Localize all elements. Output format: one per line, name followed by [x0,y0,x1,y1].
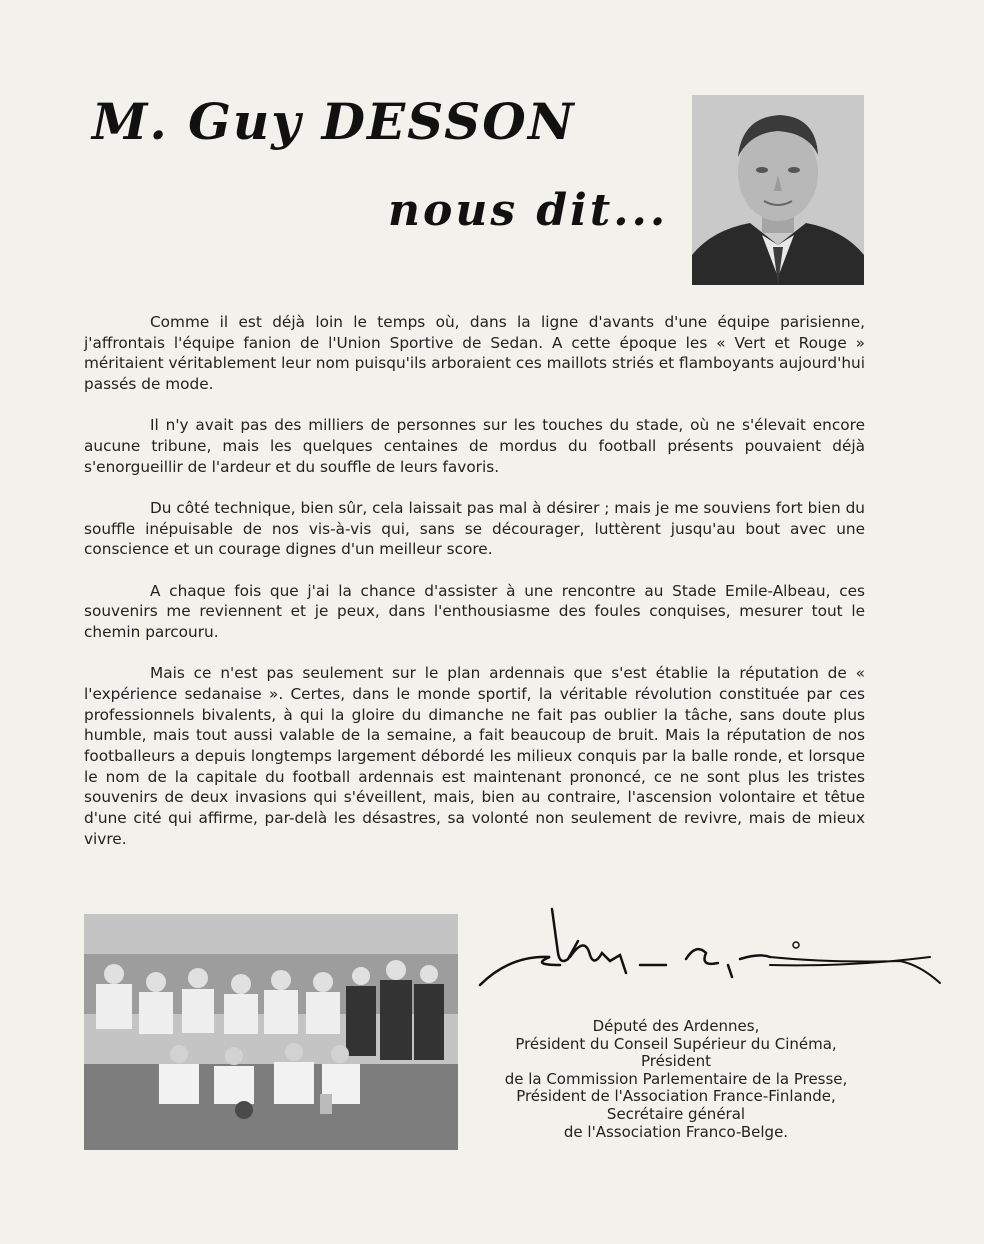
credit-line: Député des Ardennes, [592,1017,760,1035]
credit-line: Président de l'Association France-Finlande, [516,1087,836,1106]
page-title: M. Guy DESSON [92,92,576,151]
portrait-photo [692,95,864,285]
handwritten-signature [470,895,960,1015]
credit-line: Président [641,1052,711,1071]
credit-line: de l'Association Franco-Belge. [563,1122,789,1141]
credit-line: Président du Conseil Supérieur du Cinéma, [515,1034,837,1053]
paragraph: Il n'y avait pas des milliers de personnes sur les touches du stade, où ne s'élevait encore aucune tribune, mais les quelques centaines de mordus du football présents pouvaient déjà s'enorgueillir de l'ardeur et du souffle de leurs favoris. [84,416,865,476]
page-subtitle: nous dit... [388,185,669,236]
article-body [84,312,865,870]
credit-line: de la Commission Parlementaire de la Presse, [504,1069,848,1088]
paragraph: Mais ce n'est pas seulement sur le plan ardennais que s'est établie la réputation de « l'expérience sedanaise ». Certes, dans le monde sportif, la véritable révolution constituée par ces professionnels bivalents, à qui la gloire du dimanche ne fait pas oublier la tâche, sans doute plus humble, mais tout aussi valable de la semaine, a fait beaucoup de bruit. Mais la réputation de nos footballeurs a depuis longtemps largement débordé les milieux conquis par la balle ronde, et lorsque le nom de la capitale du football ardennais est maintenant prononcé, ce ne sont plus les tristes souvenirs de deux invasions qui s'éveillent, mais, bien au contraire, l'ascension volontaire et têtue d'une cité qui affirme, par-delà les désastres, sa volonté non seulement de revivre, mais de mieux vivre. [84,664,865,848]
paragraph: Comme il est déjà loin le temps où, dans la ligne d'avants d'une équipe parisienne, j'affrontais l'équipe fanion de l'Union Sportive de Sedan. A cette époque les « Vert et Rouge » méritaient véritablement leur nom puisqu'ils arboraient ces maillots striés et flamboyants aujourd'hui passés de mode. [84,313,865,394]
paragraph: A chaque fois que j'ai la chance d'assister à une rencontre au Stade Emile-Albeau, ces souvenirs me reviennent et je peux, dans l'enthousiasme des foules conquises, mesurer tout le chemin parcouru. [84,581,865,641]
credit-line: Secrétaire général [606,1104,746,1123]
paragraph: Du côté technique, bien sûr, cela laissait pas mal à désirer ; mais je me souviens fort bien du souffle inépuisable de nos vis-à-vis qui, sans se décourager, luttèrent jusqu'au bout avec une conscience et un courage dignes d'un meilleur score. [84,498,865,559]
team-photo [84,914,458,1150]
signatory-titles [478,1018,874,1141]
